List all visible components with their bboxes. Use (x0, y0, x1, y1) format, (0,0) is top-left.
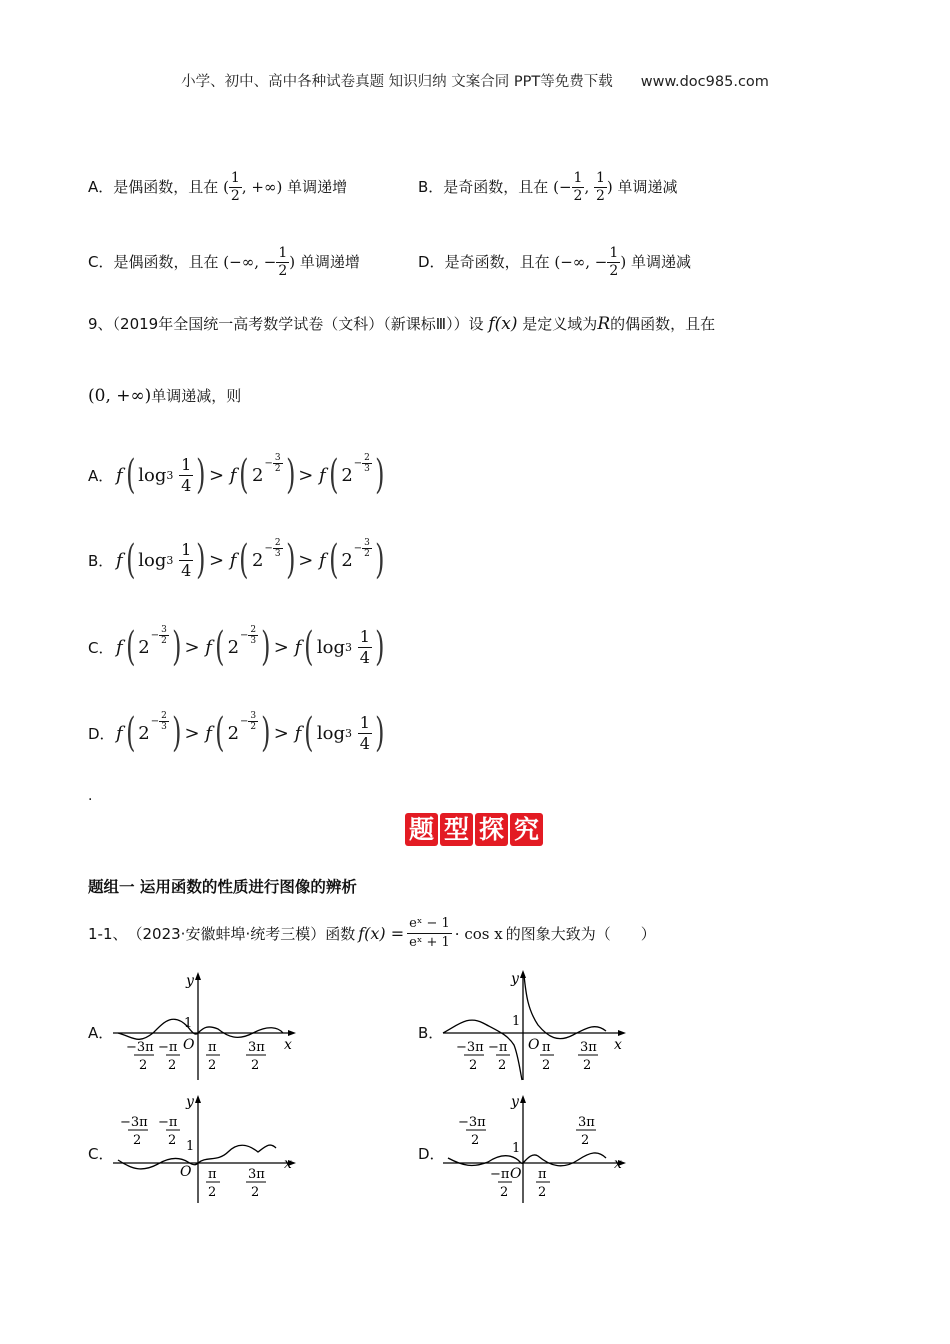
svg-text:3π: 3π (248, 1040, 265, 1055)
page-header (0, 70, 950, 91)
svg-text:−π: −π (490, 1167, 510, 1182)
q9-option-c[interactable]: C． f ( 2 − $\frac{3}{2}$ ) > f ( 2 − $\frac{2}{3}$ ) > f ( log 3 $\frac{1}{4}$ ) (88, 617, 388, 677)
svg-text:−3π: −3π (126, 1040, 154, 1055)
banner-tile-1 (405, 813, 438, 846)
q8-option-d[interactable]: D．是奇函数，且在 (−∞, − $\frac{1}{2}$ ) 单调递减 (418, 245, 691, 279)
q8-c-interval: (−∞, − $\frac{1}{2}$ ) (223, 245, 296, 279)
svg-text:2: 2 (139, 1058, 148, 1073)
svg-text:x: x (284, 1037, 292, 1053)
svg-text:2: 2 (168, 1133, 177, 1148)
svg-text:2: 2 (208, 1058, 217, 1073)
svg-text:O: O (510, 1166, 522, 1182)
svg-text:−3π: −3π (458, 1115, 486, 1130)
svg-text:2: 2 (471, 1133, 480, 1148)
svg-text:y: y (511, 971, 519, 987)
graph-label-a[interactable]: A． (88, 1024, 114, 1042)
svg-text:π: π (208, 1167, 217, 1182)
q8-option-c[interactable]: C．是偶函数，且在 (−∞, − $\frac{1}{2}$ ) 单调递增 (88, 245, 360, 279)
svg-text:x: x (614, 1156, 622, 1172)
graph-label-b[interactable]: B． (418, 1024, 444, 1042)
q8-b-interval: (− $\frac{1}{2}$ , $\frac{1}{2}$ ) (553, 170, 613, 204)
svg-text:2: 2 (168, 1058, 177, 1073)
svg-text:究: 究 (513, 815, 540, 844)
q9-stem-line2: (0, +∞)单调递减，则 (88, 386, 242, 406)
svg-text:3π: 3π (248, 1167, 265, 1182)
banner-tile-2 (440, 813, 473, 846)
svg-text:y: y (511, 1094, 519, 1110)
svg-text:1: 1 (186, 1139, 195, 1154)
svg-text:−π: −π (158, 1040, 178, 1055)
svg-text:π: π (538, 1167, 547, 1182)
q8-option-a[interactable]: A．是偶函数，且在 ( $\frac{1}{2}$ , +∞) 单调递增 (88, 170, 348, 204)
q8-option-b[interactable]: B．是奇函数，且在 (− $\frac{1}{2}$ , $\frac{1}{2}$ ) 单调递减 (418, 170, 678, 204)
svg-text:1: 1 (512, 1014, 521, 1029)
svg-text:−π: −π (158, 1115, 178, 1130)
svg-text:x: x (284, 1156, 292, 1172)
svg-text:2: 2 (538, 1185, 547, 1200)
q9-c-expr: f ( 2 − $\frac{3}{2}$ ) > f ( 2 − $\frac{2}{3}$ ) > f ( log 3 $\frac{1}{4}$ ) (116, 624, 385, 670)
graph-a[interactable] (108, 965, 308, 1089)
graph-label-c[interactable]: C． (88, 1145, 114, 1163)
svg-text:2: 2 (251, 1185, 260, 1200)
q8-a-interval: ( $\frac{1}{2}$ , +∞) (223, 170, 283, 204)
graph-d[interactable] (438, 1088, 638, 1212)
graph-label-d[interactable]: D． (418, 1145, 445, 1163)
svg-text:2: 2 (498, 1058, 507, 1073)
svg-text:−3π: −3π (120, 1115, 148, 1130)
svg-text:型: 型 (443, 815, 470, 844)
svg-text:x: x (614, 1037, 622, 1053)
svg-text:y: y (186, 973, 194, 989)
svg-text:π: π (208, 1040, 217, 1055)
banner-tile-4 (510, 813, 543, 846)
q9-option-d[interactable]: D． f ( 2 − $\frac{2}{3}$ ) > f ( 2 − $\frac{3}{2}$ ) > f ( log 3 $\frac{1}{4}$ ) (88, 703, 388, 763)
svg-text:1: 1 (512, 1141, 521, 1156)
svg-text:−3π: −3π (456, 1040, 484, 1055)
svg-text:2: 2 (581, 1133, 590, 1148)
stray-dot: . (88, 788, 93, 804)
q8-d-interval: (−∞, − $\frac{1}{2}$ ) (554, 245, 627, 279)
graph-c[interactable] (108, 1088, 308, 1212)
q9-a-expr: f ( log 3 $\frac{1}{4}$ ) > f ( 2 − $\frac{3}{2}$ ) > f ( 2 − $\frac{2}{3}$ ) (116, 452, 385, 498)
svg-text:2: 2 (469, 1058, 478, 1073)
q9-stem: 9、（2019年全国统一高考数学试卷（文科）（新课标Ⅲ））设 f(x) 是定义域为R的偶函数，且在 (88, 314, 716, 334)
section-title: 题组一 运用函数的性质进行图像的辨析 (88, 878, 357, 896)
svg-text:2: 2 (251, 1058, 260, 1073)
svg-text:2: 2 (500, 1185, 509, 1200)
svg-text:2: 2 (542, 1058, 551, 1073)
q9-d-expr: f ( 2 − $\frac{2}{3}$ ) > f ( 2 − $\frac{3}{2}$ ) > f ( log 3 $\frac{1}{4}$ ) (116, 710, 385, 756)
svg-text:3π: 3π (578, 1115, 595, 1130)
q11-stem: 1-1、 （2023·安徽蚌埠·统考三模）函数 f(x) = $\frac{\text{eˣ − 1}}{\text{eˣ + 1}}$ · cos x 的图象大致为（ ） (88, 916, 656, 950)
svg-text:π: π (542, 1040, 551, 1055)
graph-b[interactable] (438, 965, 638, 1089)
q9-option-b[interactable]: B． f ( log 3 $\frac{1}{4}$ ) > f ( 2 − $\frac{2}{3}$ ) > f ( 2 − $\frac{3}{2}$ ) (88, 530, 388, 590)
svg-text:y: y (186, 1094, 194, 1110)
svg-text:探: 探 (478, 815, 505, 844)
svg-text:O: O (180, 1164, 192, 1180)
header-text: 小学、初中、高中各种试卷真题 知识归纳 文案合同 PPT等免费下载 (181, 74, 613, 90)
svg-text:O: O (528, 1037, 540, 1053)
section-banner (404, 810, 546, 850)
svg-text:1: 1 (184, 1016, 193, 1031)
svg-text:题: 题 (408, 815, 435, 844)
svg-text:O: O (183, 1037, 195, 1053)
svg-text:−π: −π (488, 1040, 508, 1055)
svg-text:2: 2 (208, 1185, 217, 1200)
header-url[interactable]: www.doc985.com (640, 74, 769, 90)
q9-b-expr: f ( log 3 $\frac{1}{4}$ ) > f ( 2 − $\frac{2}{3}$ ) > f ( 2 − $\frac{3}{2}$ ) (116, 537, 385, 583)
svg-text:3π: 3π (580, 1040, 597, 1055)
svg-text:2: 2 (583, 1058, 592, 1073)
svg-text:2: 2 (133, 1133, 142, 1148)
q9-option-a[interactable]: A． f ( log 3 $\frac{1}{4}$ ) > f ( 2 − $\frac{3}{2}$ ) > f ( 2 − $\frac{2}{3}$ ) (88, 445, 388, 505)
banner-tile-3 (475, 813, 508, 846)
